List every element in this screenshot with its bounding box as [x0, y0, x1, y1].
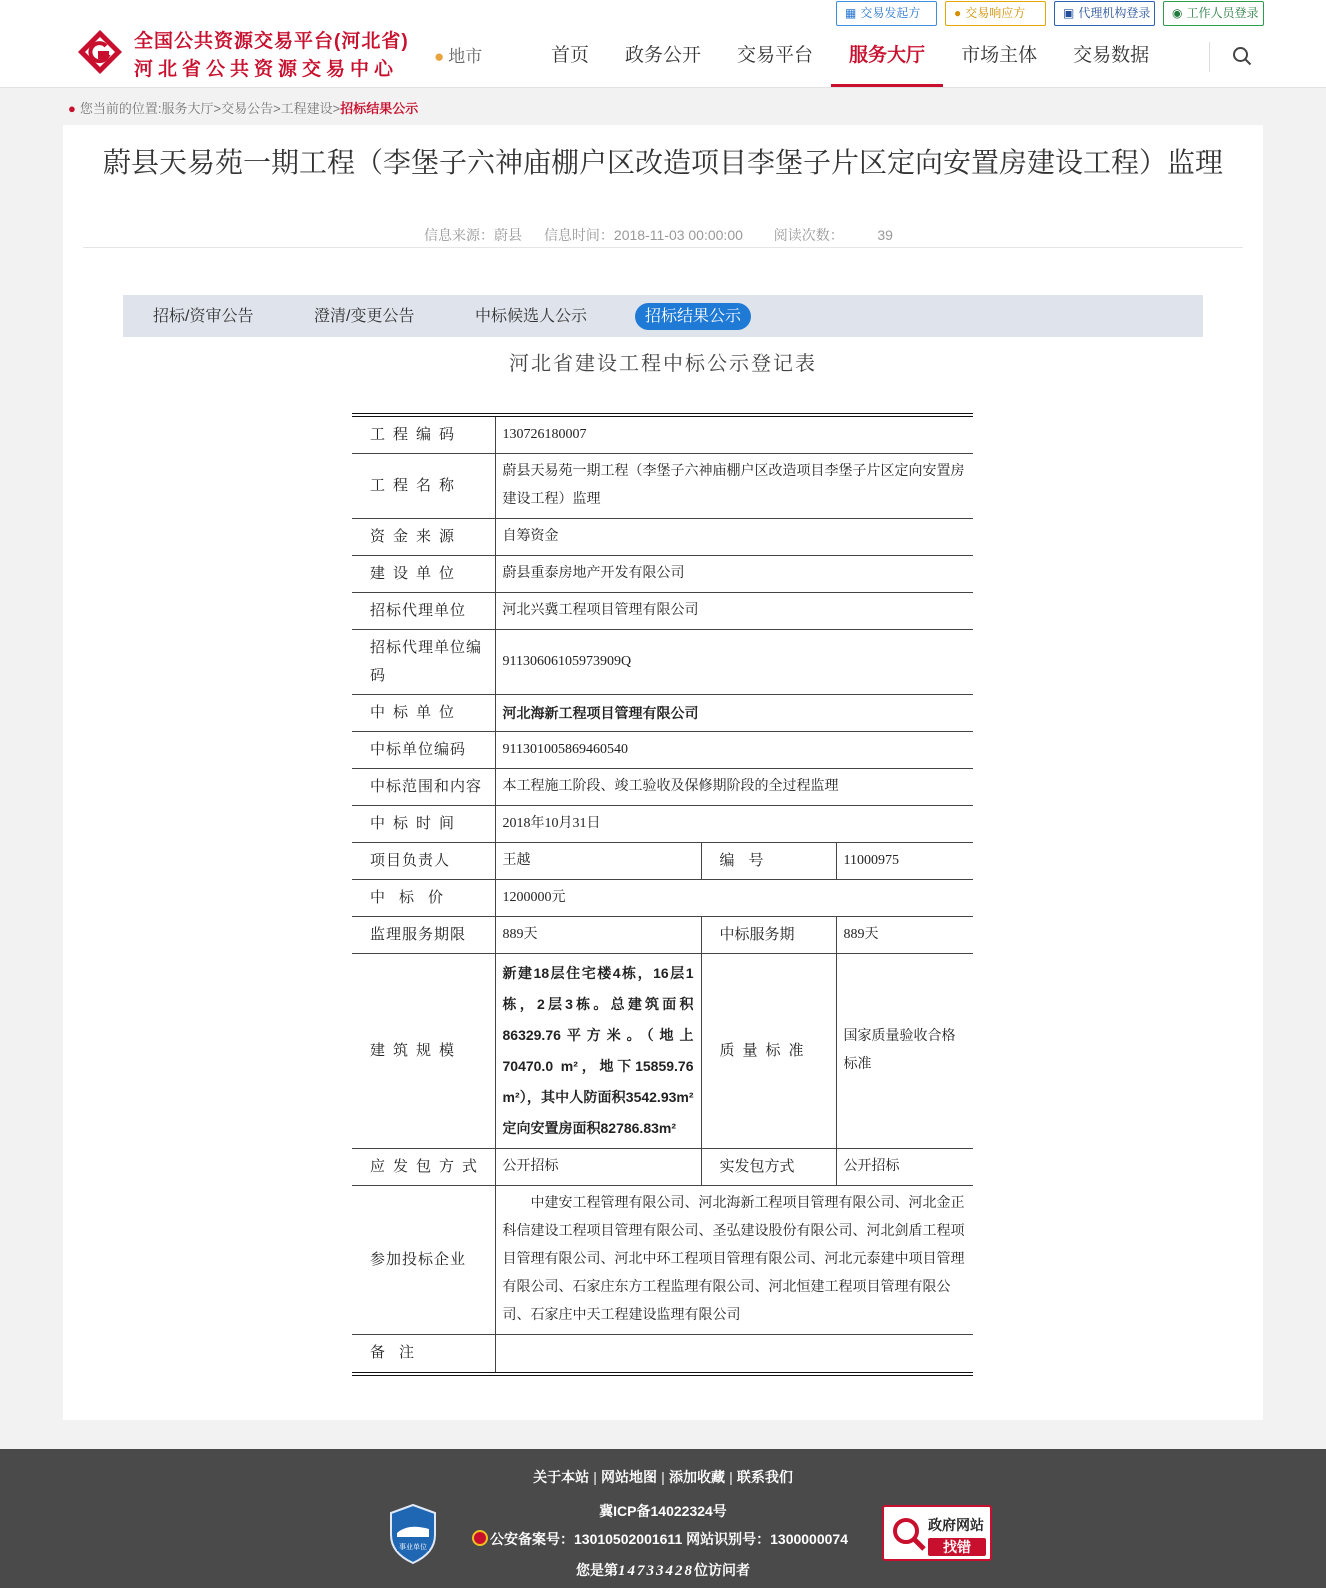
gov-badge-line2: 找错: [928, 1538, 986, 1556]
table-row: [352, 769, 973, 806]
table-row: [352, 1335, 973, 1374]
project-name: 蔚县天易苑一期工程（李堡子六神庙棚户区改造项目李堡子片区定向安置房建设工程）监理: [495, 454, 973, 519]
gov-site-error-report-badge[interactable]: [882, 1505, 992, 1561]
field-label: 工程编码: [352, 415, 495, 454]
city-label: 地市: [448, 47, 483, 66]
table-row: [352, 1149, 973, 1186]
table-row: [352, 630, 973, 695]
registration-table: [352, 413, 973, 1376]
footer-links: 关于本站 | 网站地图 | 添加收藏 | 联系我们: [533, 1469, 793, 1485]
field-label: 编号: [701, 843, 836, 880]
breadcrumb-path[interactable]: 服务大厅>交易公告>工程建设>: [161, 101, 341, 116]
tab-result[interactable]: 招标结果公示: [635, 303, 751, 330]
notice-tabs: [123, 295, 1203, 337]
meta-divider: [83, 247, 1243, 248]
nav-divider: [1209, 42, 1210, 72]
page-title: 蔚县天易苑一期工程（李堡子六神庙棚户区改造项目李堡子片区定向安置房建设工程）监理: [102, 147, 1223, 178]
footer-link-favorite[interactable]: 添加收藏: [668, 1469, 725, 1485]
footer-visit-counter: 您是第14733428位访问者: [576, 1562, 750, 1579]
magnifier-icon: [890, 1515, 928, 1553]
visit-count: 14733428: [618, 1563, 694, 1579]
shield-icon: ◉: [1172, 6, 1183, 20]
nav-market-entities[interactable]: 市场主体: [961, 45, 1038, 66]
table-row: [352, 806, 973, 843]
winner-code: 911301005869460540: [495, 732, 973, 769]
article-source: 信息来源：蔚县: [424, 227, 523, 243]
agency-login-button[interactable]: ▣ 代理机构登录: [1054, 1, 1155, 26]
field-label: 工程名称: [352, 454, 495, 519]
win-period: 889天: [836, 917, 973, 954]
planned-method: 公开招标: [495, 1149, 701, 1186]
shield-label: 事业单位: [399, 1543, 427, 1551]
field-label: 项目负责人: [352, 843, 495, 880]
nav-home[interactable]: 首页: [551, 45, 590, 66]
quality-standard: 国家质量验收合格标准: [836, 954, 973, 1149]
breadcrumb: [68, 98, 418, 117]
number: 11000975: [836, 843, 973, 880]
table-row: [352, 695, 973, 732]
logo-title-line2: 河北省公共资源交易中心: [134, 59, 399, 80]
table-row: [352, 593, 973, 630]
agency-code: 91130606105973909Q: [495, 630, 973, 695]
builder: 蔚县重泰房地产开发有限公司: [495, 556, 973, 593]
table-row: [352, 415, 973, 454]
nav-trading-platform[interactable]: 交易平台: [737, 45, 814, 66]
field-label: 备注: [352, 1335, 495, 1374]
table-row: [352, 732, 973, 769]
table-row: [352, 843, 973, 880]
field-label: 招标代理单位编码: [352, 630, 495, 695]
footer-link-sitemap[interactable]: 网站地图: [601, 1469, 658, 1485]
site-header: [0, 0, 1326, 88]
field-label: 质量标准: [701, 954, 836, 1149]
agency: 河北兴冀工程项目管理有限公司: [495, 593, 973, 630]
project-code: 130726180007: [495, 415, 973, 454]
field-label: 中标单位编码: [352, 732, 495, 769]
winner: 河北海新工程项目管理有限公司: [495, 695, 973, 732]
staff-login-button[interactable]: ◉ 工作人员登录: [1163, 1, 1264, 26]
document-title: 河北省建设工程中标公示登记表: [509, 353, 817, 375]
remark: [495, 1335, 973, 1374]
main-nav: [533, 40, 1167, 88]
field-label: 建设单位: [352, 556, 495, 593]
user-icon: ●: [954, 6, 962, 20]
gov-badge-line1: 政府网站: [928, 1517, 984, 1533]
city-selector[interactable]: [434, 42, 482, 67]
footer-icp[interactable]: 冀ICP备14022324号: [599, 1503, 727, 1519]
bidders: 中建安工程管理有限公司、河北海新工程项目管理有限公司、河北金正科信建设工程项目管理有限公司、圣弘建设股份有限公司、河北剑盾工程项目管理有限公司、河北中环工程项目管理有限公司、河北元泰建中项目管理有限公司、石家庄东方工程监理有限公司、河北恒建工程项目管理有限公司、石家庄中天工程建设监理有限公司: [495, 1186, 973, 1335]
service-period: 889天: [495, 917, 701, 954]
search-icon[interactable]: [1232, 46, 1252, 66]
win-date: 2018年10月31日: [495, 806, 973, 843]
content-panel: [63, 125, 1263, 1420]
field-label: 建筑规模: [352, 954, 495, 1149]
table-row: [352, 954, 973, 1149]
field-label: 中标时间: [352, 806, 495, 843]
field-label: 招标代理单位: [352, 593, 495, 630]
footer-police-record: 公安备案号：13010502001611 网站识别号：1300000074: [472, 1529, 848, 1549]
scope: 本工程施工阶段、竣工验收及保修期阶段的全过程监理: [495, 769, 973, 806]
table-row: [352, 556, 973, 593]
nav-service-hall[interactable]: 服务大厅: [831, 40, 943, 87]
nav-gov-affairs[interactable]: 政务公开: [625, 45, 702, 66]
field-label: 实发包方式: [701, 1149, 836, 1186]
tab-candidates[interactable]: 中标候选人公示: [475, 308, 588, 325]
field-label: 中标价: [352, 880, 495, 917]
top-login-buttons: [828, 1, 1264, 26]
actual-method: 公开招标: [836, 1149, 973, 1186]
article-meta: [63, 225, 1263, 245]
footer-link-contact[interactable]: 联系我们: [736, 1469, 793, 1485]
fund-source: 自筹资金: [495, 519, 973, 556]
location-pin-icon: ●: [68, 101, 76, 116]
table-row: [352, 519, 973, 556]
building-scale: 新建18层住宅楼4栋，16层1栋，2层3栋。总建筑面积86329.76平方米。（地上70470.0 m²，地下15859.76 m²），其中人防面积3542.93m²定向安置房面积82786.83m²: [495, 954, 701, 1149]
footer-link-about[interactable]: 关于本站: [533, 1469, 590, 1485]
article-time: 信息时间：2018-11-03 00:00:00: [543, 227, 743, 243]
article-views: 阅读次数： 39: [773, 227, 893, 243]
building-icon: ▣: [1063, 6, 1075, 20]
table-row: [352, 880, 973, 917]
price: 1200000元: [495, 880, 973, 917]
field-label: 中标范围和内容: [352, 769, 495, 806]
nav-trade-data[interactable]: 交易数据: [1073, 45, 1150, 66]
logo-mark-icon: [76, 28, 124, 76]
field-label: 监理服务期限: [352, 917, 495, 954]
table-row: [352, 917, 973, 954]
location-pin-icon: ●: [434, 47, 445, 66]
breadcrumb-prefix: 您当前的位置:: [79, 101, 162, 116]
field-label: 中标服务期: [701, 917, 836, 954]
tab-clarification[interactable]: 澄清/变更公告: [314, 308, 415, 325]
grid-icon: ▦: [845, 6, 857, 20]
field-label: 资金来源: [352, 519, 495, 556]
manager: 王越: [495, 843, 701, 880]
field-label: 中标单位: [352, 695, 495, 732]
field-label: 参加投标企业: [352, 1186, 495, 1335]
breadcrumb-current: 招标结果公示: [340, 101, 419, 116]
tab-tender-notice[interactable]: 招标/资审公告: [153, 308, 254, 325]
responder-login-button[interactable]: ● 交易响应方: [945, 1, 1046, 26]
site-footer: [0, 1449, 1326, 1588]
field-label: 应发包方式: [352, 1149, 495, 1186]
logo-title-line1: 全国公共资源交易平台(河北省): [134, 31, 409, 52]
initiator-login-button[interactable]: ▦ 交易发起方: [836, 1, 937, 26]
site-logo[interactable]: [76, 24, 416, 80]
table-row: [352, 454, 973, 519]
police-badge-icon: [472, 1530, 488, 1546]
table-row: [352, 1186, 973, 1335]
